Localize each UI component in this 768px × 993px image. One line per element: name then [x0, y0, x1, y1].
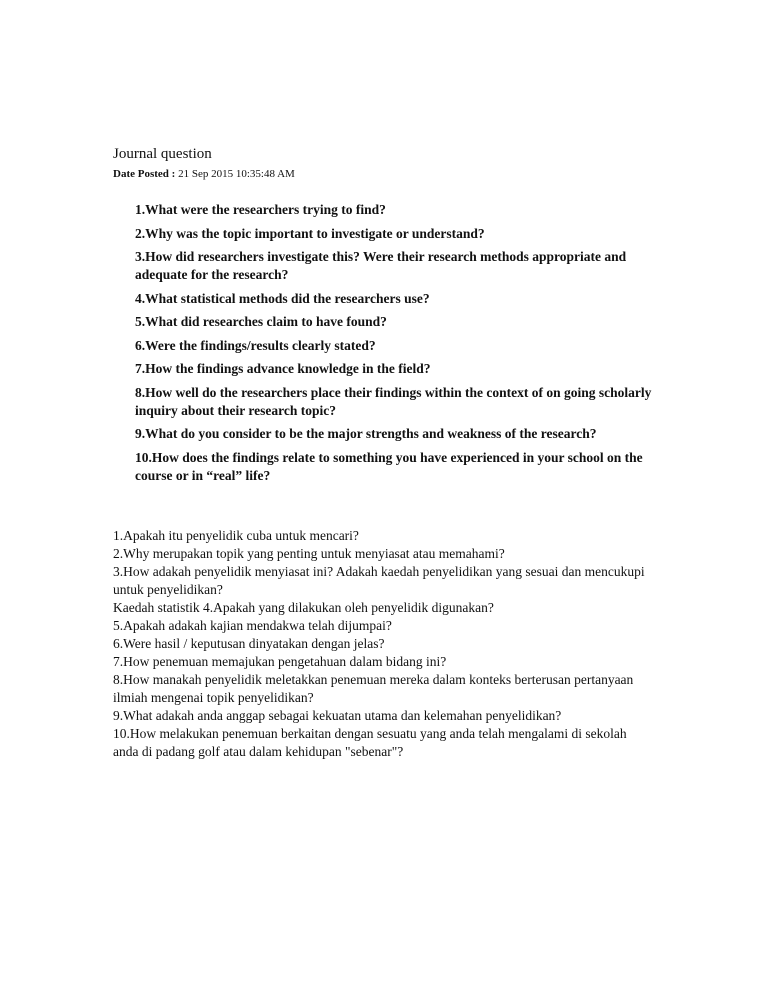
malay-question-6: 6.Were hasil / keputusan dinyatakan dengan jelas? [113, 636, 385, 651]
date-posted-value: 21 Sep 2015 10:35:48 AM [178, 168, 295, 180]
english-question-list [135, 201, 665, 490]
malay-question-3: 3.How adakah penyelidik menyiasat ini? Adakah kaedah penyelidikan yang sesuai dan mencukupi untuk penyelidikan? [113, 564, 645, 597]
page-title: Journal question [113, 146, 212, 162]
malay-question-10: 10.How melakukan penemuan berkaitan dengan sesuatu yang anda telah mengalami di sekolah anda di padang golf atau dalam kehidupan "sebenar"? [113, 726, 627, 759]
english-question-8: 8.How well do the researchers place their findings within the context of on going scholarly inquiry about their research topic? [135, 384, 652, 418]
malay-question-7: 7.How penemuan memajukan pengetahuan dalam bidang ini? [113, 654, 447, 669]
malay-question-4: Kaedah statistik 4.Apakah yang dilakukan oleh penyelidik digunakan? [113, 600, 494, 615]
malay-question-9: 9.What adakah anda anggap sebagai kekuatan utama dan kelemahan penyelidikan? [113, 708, 562, 723]
malay-question-1: 1.Apakah itu penyelidik cuba untuk mencari? [113, 528, 359, 543]
date-posted-label: Date Posted : [113, 168, 176, 180]
english-question-1: 1.What were the researchers trying to find? [135, 202, 386, 217]
english-question-6: 6.Were the findings/results clearly stated? [135, 337, 376, 353]
malay-question-list [113, 527, 653, 761]
malay-question-2: 2.Why merupakan topik yang penting untuk menyiasat atau memahami? [113, 546, 505, 561]
malay-question-8: 8.How manakah penyelidik meletakkan penemuan mereka dalam konteks berterusan pertanyaan ilmiah mengenai topik penyelidikan? [113, 672, 634, 705]
english-question-5: 5.What did researches claim to have found? [135, 314, 387, 329]
english-question-3: 3.How did researchers investigate this? Were their research methods appropriate and adequate for the research? [135, 249, 627, 282]
english-question-9: 9.What do you consider to be the major strengths and weakness of the research? [135, 426, 597, 441]
english-question-2: 2.Why was the topic important to investigate or understand? [135, 225, 485, 241]
english-question-10: 10.How does the findings relate to something you have experienced in your school on the course or in “real” life? [135, 449, 643, 483]
english-question-4: 4.What statistical methods did the researchers use? [135, 290, 430, 306]
date-posted [113, 167, 295, 181]
english-question-7: 7.How the findings advance knowledge in the field? [135, 361, 431, 376]
malay-question-5: 5.Apakah adakah kajian mendakwa telah dijumpai? [113, 618, 392, 633]
